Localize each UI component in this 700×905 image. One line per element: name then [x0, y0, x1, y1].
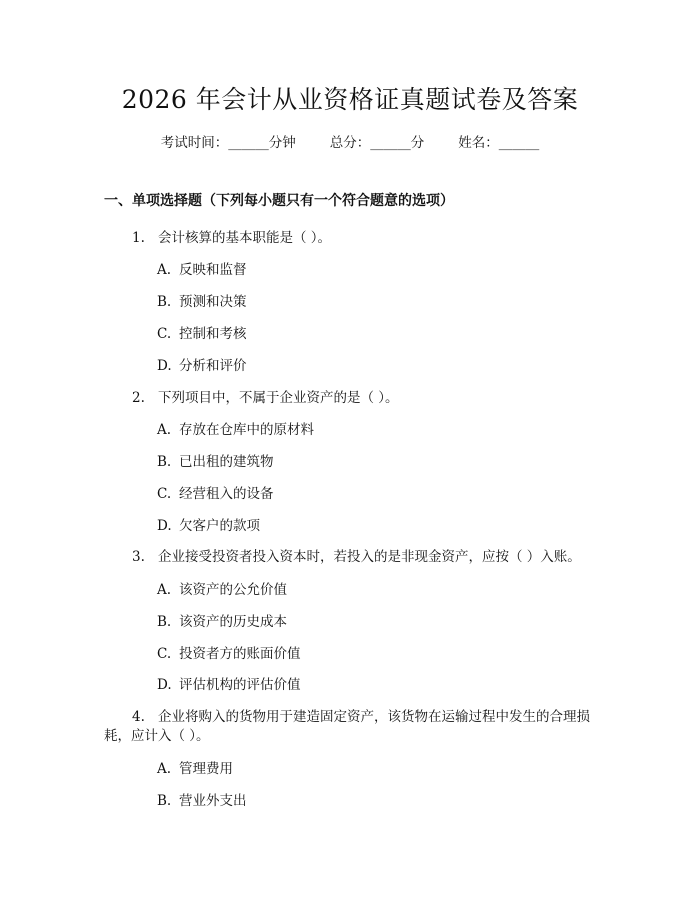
- q4-option-b: [157, 789, 247, 809]
- q2-option-a: [157, 418, 314, 438]
- option-text: 欠客户的款项: [179, 518, 260, 534]
- option-text: 投资者方的账面价值: [179, 646, 301, 662]
- question-text: 会计核算的基本职能是（ ）。: [158, 230, 332, 246]
- option-text: 分析和评价: [179, 358, 247, 374]
- option-key: B.: [157, 614, 172, 630]
- option-text: 该资产的公允价值: [179, 582, 287, 598]
- q3-option-d: [157, 673, 301, 693]
- q4-option-a: [157, 757, 233, 777]
- q2-option-d: [157, 514, 260, 534]
- q1-option-c: [157, 322, 247, 342]
- question-2: [132, 386, 399, 406]
- option-key: D.: [157, 358, 172, 374]
- q1-option-d: [157, 354, 247, 374]
- option-key: A.: [157, 761, 172, 777]
- question-3: [132, 545, 581, 565]
- option-text: 经营租入的设备: [179, 486, 274, 502]
- question-text: 企业接受投资者投入资本时，若投入的是非现金资产，应按（ ）入账。: [158, 549, 581, 565]
- option-text: 存放在仓库中的原材料: [179, 422, 314, 438]
- option-key: D.: [157, 518, 172, 534]
- exam-meta: [0, 131, 700, 151]
- option-text: 预测和决策: [179, 294, 247, 310]
- option-key: C.: [157, 646, 172, 662]
- question-number: 1.: [132, 230, 145, 246]
- option-key: A.: [157, 422, 172, 438]
- option-text: 管理费用: [179, 761, 233, 777]
- option-key: B.: [157, 793, 172, 809]
- question-number: 4.: [132, 709, 145, 725]
- option-text: 营业外支出: [179, 793, 247, 809]
- q3-option-b: [157, 610, 287, 630]
- option-text: 控制和考核: [179, 326, 247, 342]
- total-score-label: 总分：______分: [329, 135, 425, 151]
- q2-option-b: [157, 450, 274, 470]
- option-text: 反映和监督: [179, 262, 247, 278]
- option-key: A.: [157, 262, 172, 278]
- option-key: A.: [157, 582, 172, 598]
- section-heading: 一、单项选择题（下列每小题只有一个符合题意的选项）: [104, 193, 454, 209]
- question-number: 3.: [132, 549, 145, 565]
- q3-option-a: [157, 578, 287, 598]
- option-key: B.: [157, 294, 172, 310]
- option-text: 评估机构的评估价值: [179, 677, 301, 693]
- page-title: 2026 年会计从业资格证真题试卷及答案: [121, 85, 579, 114]
- question-number: 2.: [132, 390, 145, 406]
- q1-option-a: [157, 258, 247, 278]
- q1-option-b: [157, 290, 247, 310]
- question-text: 下列项目中，不属于企业资产的是（ ）。: [158, 390, 399, 406]
- option-text: 已出租的建筑物: [179, 454, 274, 470]
- question-text-line-1: 企业将购入的货物用于建造固定资产，该货物在运输过程中发生的合理损: [158, 709, 590, 725]
- exam-time-label: 考试时间：______分钟: [160, 135, 296, 151]
- q2-option-c: [157, 482, 274, 502]
- q3-option-c: [157, 642, 301, 662]
- option-key: D.: [157, 677, 172, 693]
- option-key: C.: [157, 486, 172, 502]
- name-label: 姓名：______: [458, 135, 540, 151]
- question-4-continued: 耗，应计入（ ）。: [104, 728, 210, 744]
- option-key: B.: [157, 454, 172, 470]
- option-text: 该资产的历史成本: [179, 614, 287, 630]
- question-1: [132, 226, 331, 246]
- option-key: C.: [157, 326, 172, 342]
- question-4: [132, 705, 590, 725]
